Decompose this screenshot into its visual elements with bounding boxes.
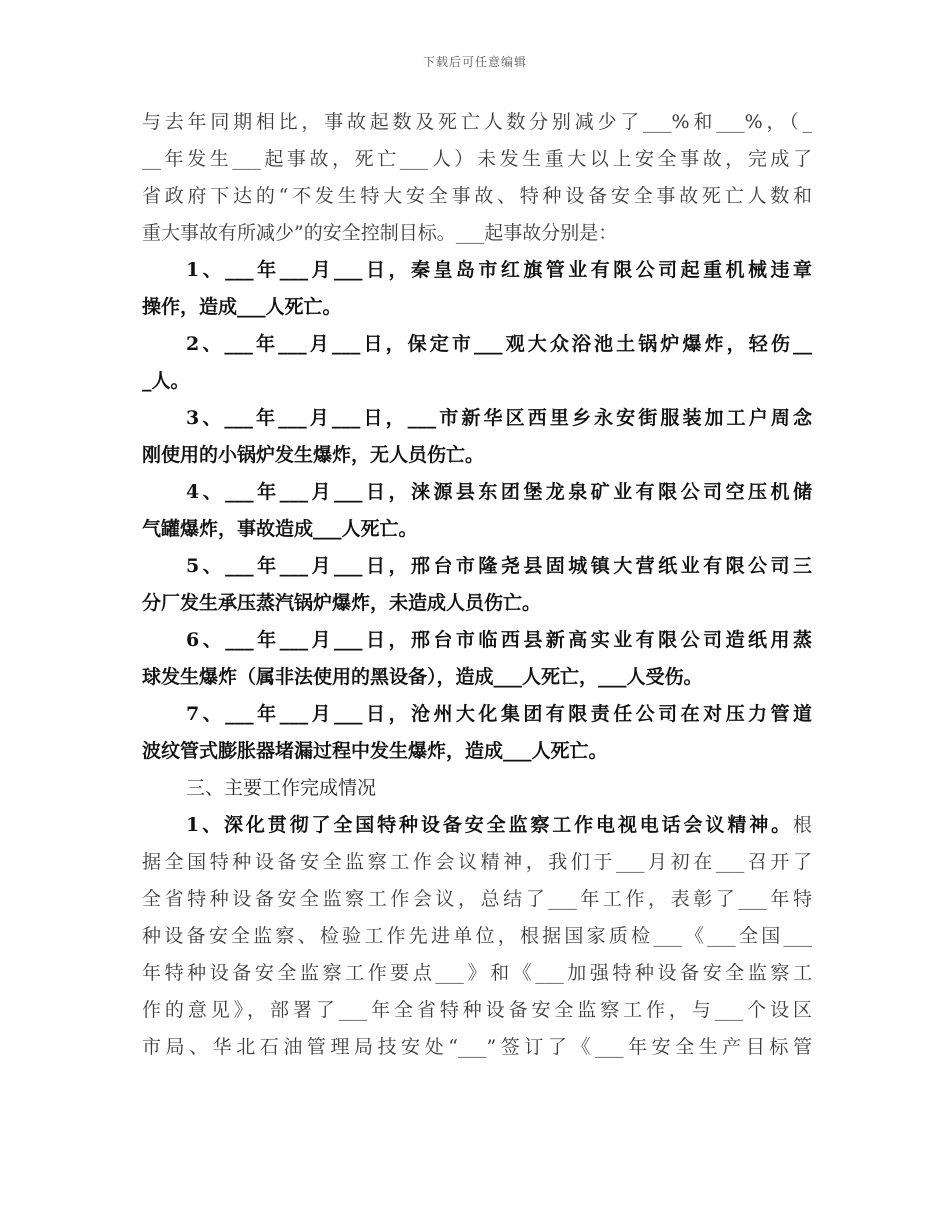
incident-2-line: 2、___年___月___日，保定市___观大众浴池土锅炉爆炸，轻伤__ xyxy=(186,333,812,355)
incident-2-line: _人。 xyxy=(142,370,190,392)
incident-5-line: 分厂发生承压蒸汽锅炉爆炸，未造成人员伤亡。 xyxy=(142,592,542,614)
paragraph-line: 市局、华北石油管理局技安处“___”签订了《___年安全生产目标管 xyxy=(142,1036,812,1058)
paragraph-line: 种设备安全监察、检验工作先进单位，根据国家质检___《___全国___ xyxy=(142,925,812,947)
work-item-1-line xyxy=(142,807,812,844)
document-body xyxy=(142,104,812,1066)
paragraph-line: __年发生___起事故，死亡___人）未发生重大以上安全事故，完成了 xyxy=(142,148,812,170)
header-note: 下载后可任意编辑 xyxy=(422,55,527,69)
incident-6-line: 6、___年___月___日，邢台市临西县新高实业有限公司造纸用蒸 xyxy=(186,629,812,651)
incident-3-line: 3、___年___月___日，___市新华区西里乡永安街服装加工户周念 xyxy=(186,407,812,429)
paragraph-line: 与去年同期相比，事故起数及死亡人数分别减少了___%和___%，（_ xyxy=(142,111,812,133)
paragraph-line: 年特种设备安全监察工作要点___》和《___加强特种设备安全监察工 xyxy=(142,962,812,984)
incident-4-line: 4、___年___月___日，涞源县东团堡龙泉矿业有限公司空压机储 xyxy=(186,481,812,503)
paragraph-line: 作的意见》，部署了___年全省特种设备安全监察工作，与___个设区 xyxy=(142,999,812,1021)
incident-4-line: 气罐爆炸，事故造成___人死亡。 xyxy=(142,518,418,540)
paragraph-line: 重大事故有所减少”的安全控制目标。___起事故分别是： xyxy=(142,222,618,244)
incident-1-line: 操作，造成___人死亡。 xyxy=(142,296,342,318)
section-heading: 三、主要工作完成情况 xyxy=(186,777,377,799)
incident-1-line: 1、___年___月___日，秦皇岛市红旗管业有限公司起重机械违章 xyxy=(186,259,812,281)
incident-7-line: 波纹管式膨胀器堵漏过程中发生爆炸，造成___人死亡。 xyxy=(142,740,608,762)
paragraph-line: 据全国特种设备安全监察工作会议精神，我们于___月初在___召开了 xyxy=(142,851,812,873)
paragraph-line: 省政府下达的“不发生特大安全事故、特种设备安全事故死亡人数和 xyxy=(142,185,812,207)
work-item-1-text: 根 xyxy=(792,814,812,836)
incident-6-line: 球发生爆炸（属非法使用的黑设备），造成___人死亡，___人受伤。 xyxy=(142,666,703,688)
work-item-1-heading: 1、深化贯彻了全国特种设备安全监察工作电视电话会议精神。 xyxy=(186,814,793,836)
incident-3-line: 刚使用的小锅炉发生爆炸，无人员伤亡。 xyxy=(142,444,485,466)
incident-5-line: 5、___年___月___日，邢台市隆尧县固城镇大营纸业有限公司三 xyxy=(186,555,812,577)
incident-7-line: 7、___年___月___日，沧州大化集团有限责任公司在对压力管道 xyxy=(186,703,812,725)
paragraph-line: 全省特种设备安全监察工作会议，总结了___年工作，表彰了___年特 xyxy=(142,888,812,910)
